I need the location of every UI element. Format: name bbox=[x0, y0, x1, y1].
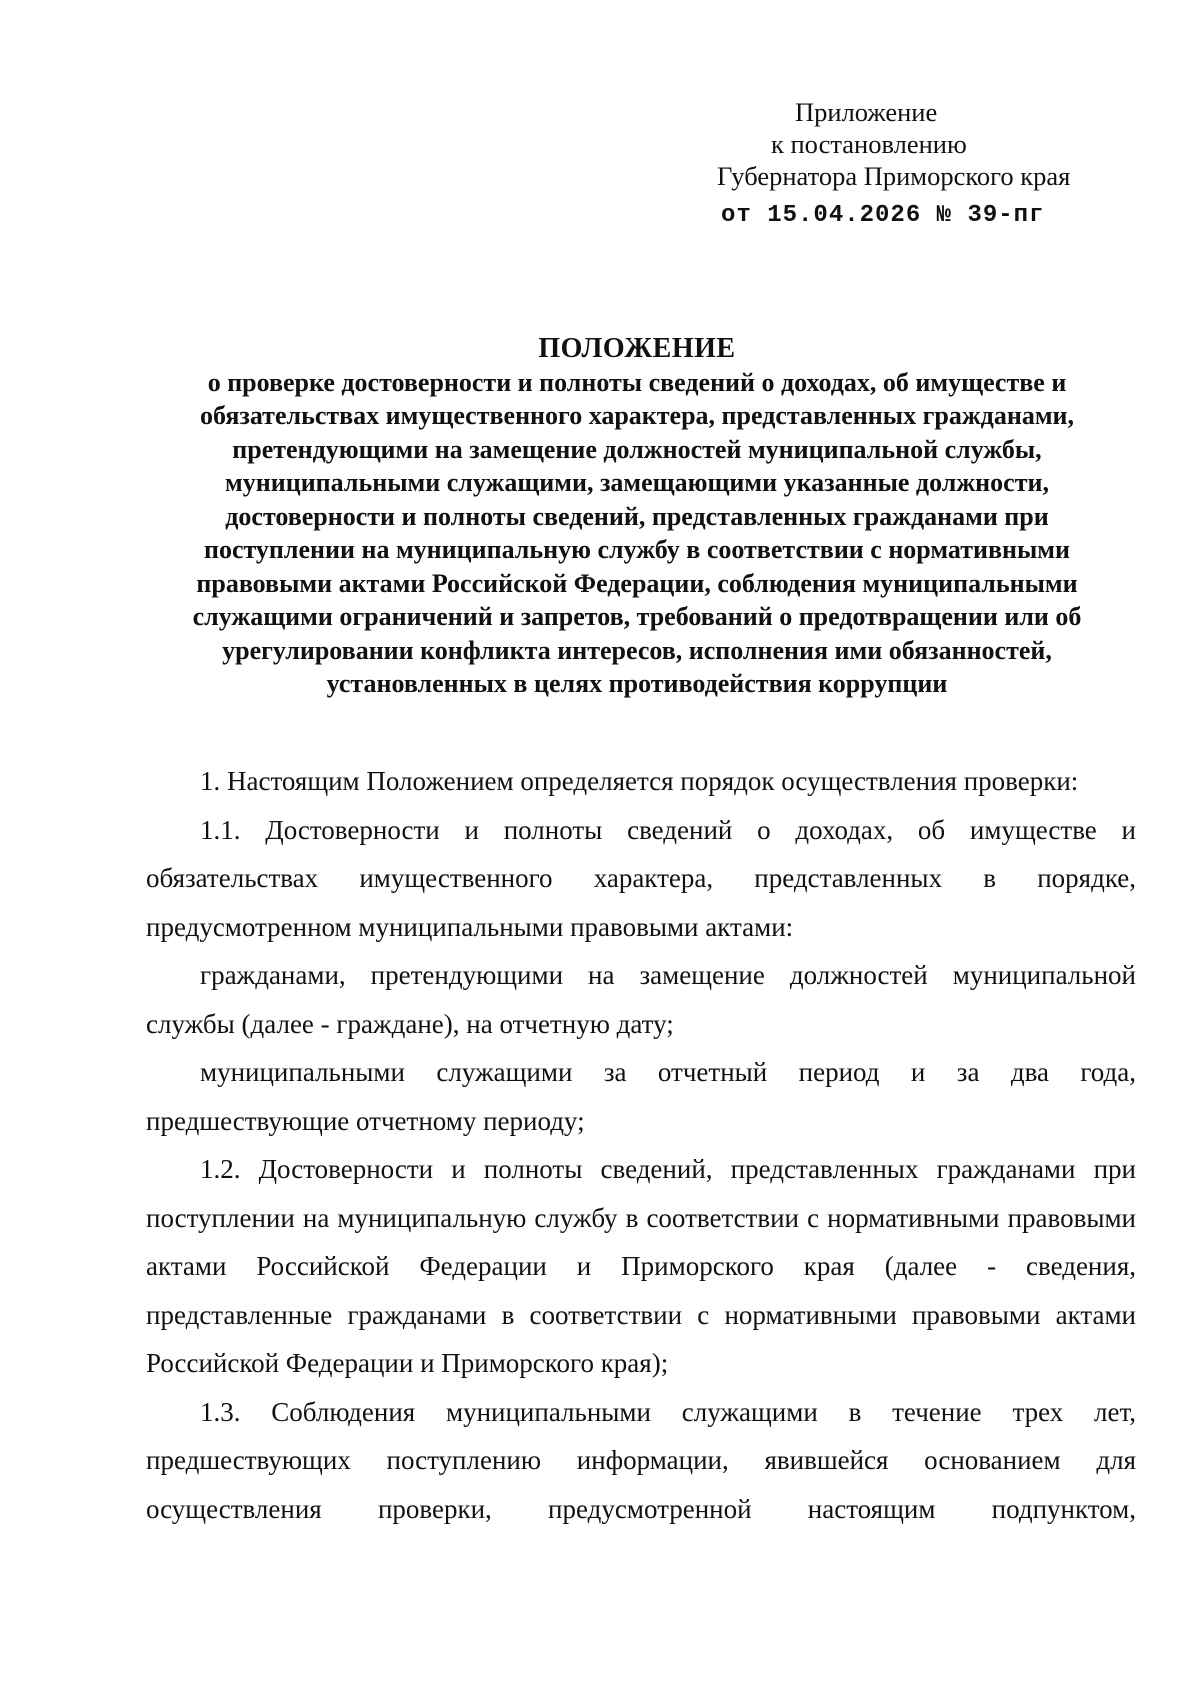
paragraph-1-3: 1.3. Соблюдения муниципальными служащими в течение трех лет, предшествующих поступлению информации, явившейся основанием для осуществления проверки, предусмотренной настоящим подпунктом, bbox=[146, 1396, 1136, 1524]
title-line: обязательствах имущественного характера, представленных гражданами, bbox=[199, 401, 1075, 430]
title-line: претендующими на замещение должностей муниципальной службы, bbox=[232, 434, 1042, 464]
title-line: правовыми актами Российской Федерации, соблюдения муниципальными bbox=[196, 568, 1078, 598]
appendix-date-number: от 15.04.2026 № 39-пг bbox=[721, 202, 1045, 229]
appendix-label: Приложение bbox=[795, 97, 938, 127]
title-line: служащими ограничений и запретов, требований о предотвращении или об bbox=[192, 602, 1082, 631]
paragraph-1: 1. Настоящим Положением определяется порядок осуществления проверки: bbox=[200, 766, 1079, 796]
paragraph-employees: муниципальными служащими за отчетный период и за два года, предшествующие отчетному периоду; bbox=[146, 1057, 1136, 1136]
title-heading: ПОЛОЖЕНИЕ bbox=[538, 333, 736, 364]
title-line: муниципальными служащими, замещающими указанные должности, bbox=[225, 468, 1049, 497]
paragraph-citizens: гражданами, претендующими на замещение должностей муниципальной службы (далее - граждане), на отчетную дату; bbox=[146, 960, 1136, 1039]
appendix-reference: к постановлению bbox=[771, 129, 967, 159]
title-line: урегулировании конфликта интересов, исполнения ими обязанностей, bbox=[222, 635, 1052, 665]
paragraph-1-1: 1.1. Достоверности и полноты сведений о доходах, об имуществе и обязательствах имущественного характера, представленных в порядке, предусмотренном муниципальными правовыми актами: bbox=[146, 814, 1136, 942]
appendix-block bbox=[717, 96, 1137, 232]
title-line: установленных в целях противодействия коррупции bbox=[326, 669, 948, 698]
paragraph-1-2: 1.2. Достоверности и полноты сведений, представленных гражданами при поступлении на муниципальную службу в соответствии с нормативными правовыми актами Российской Федерации и Приморского края (далее - сведения, представленные гражданами в соответствии с нормативными правовыми актами Российской Федерации и Приморского края); bbox=[146, 1154, 1136, 1378]
title-line: о проверке достоверности и полноты сведений о доходах, об имуществе и bbox=[207, 367, 1067, 397]
appendix-issuer: Губернатора Приморского края bbox=[717, 161, 1071, 191]
document-body bbox=[146, 757, 1136, 1533]
title-line: достоверности и полноты сведений, представленных гражданами при bbox=[225, 501, 1049, 531]
document-title bbox=[138, 332, 1136, 701]
title-line: поступлении на муниципальную службу в соответствии с нормативными bbox=[203, 535, 1070, 564]
